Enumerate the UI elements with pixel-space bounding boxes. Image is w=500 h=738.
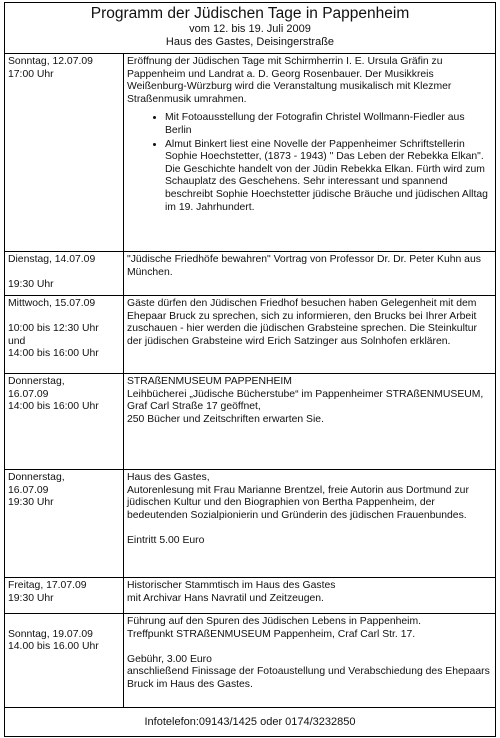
- event-description: [124, 614, 496, 708]
- event-text-line: Gebühr, 3.00 Euro: [127, 653, 212, 665]
- event-row: [5, 252, 496, 296]
- event-text: Gäste dürfen den Jüdischen Friedhof besuchen haben Gelegenheit mit dem Ehepaar Bruck zu sprechen, sich zu informieren, den Brucks bei Ihrer Arbeit zuschauen - hier werden die jüdischen Grabsteine sprechen. Die Steinkultur der jüdischen Grabsteine wird Erich Satzinger aus Solnhofen erklären.: [127, 298, 478, 347]
- event-date: [5, 296, 124, 374]
- event-date: [5, 614, 124, 708]
- event-bullet-item: • Almut Binkert liest eine Novelle der Pappenheimer Schriftstellerin Sophie Hoechstetter, (1873 - 1943) " Das Leben der Rebekka Elkan". Die Geschichte handelt von der Jüdin Rebekka Elkan. Fürth wird zum Schauplatz des Geschehens. Sehr interessant und spannend beschreibt Sophie Hoechstetter jüdische Bräuche und jüdischen Alltag im 19. Jahrhundert.: [165, 139, 492, 215]
- event-date: [5, 578, 124, 614]
- event-row: [5, 614, 496, 708]
- event-date-line: [8, 311, 120, 324]
- event-row: [5, 374, 496, 470]
- event-date: [5, 470, 124, 578]
- event-text-line: Leihbücherei „Jüdische Bücherstube“ im Pappenheimer STRAßENMUSEUM, Graf Carl Straße 17 geöffnet,: [127, 388, 484, 413]
- event-text-line: 250 Bücher und Zeitschriften erwarten Sie.: [127, 413, 324, 425]
- event-date-line: Donnerstag,: [8, 472, 65, 483]
- event-text-line: Autorenlesung mit Frau Marianne Brentzel, freie Autorin aus Dortmund zur jüdischen Kultur und den Biographien von Bertha Pappenheim, der bedeutenden Sozialpionierin und Gründerin des jüdischen Frauenbundes.: [127, 484, 469, 521]
- event-date-line: 14.00 bis 16.00 Uhr: [8, 641, 99, 653]
- event-description: [124, 252, 496, 296]
- event-date: [5, 54, 124, 252]
- event-date-line: 17:00 Uhr: [8, 68, 54, 80]
- program-venue: Haus des Gastes, Deisingerstraße: [165, 36, 335, 48]
- event-date-line: 14:00 bis 16:00 Uhr: [8, 348, 99, 360]
- event-date-line: Dienstag, 14.07.09: [8, 254, 96, 265]
- event-bullets: [127, 112, 492, 214]
- program-dates: vom 12. bis 19. Juli 2009: [189, 23, 311, 35]
- event-date-line: Mittwoch, 15.07.09: [8, 298, 96, 309]
- event-description: [124, 54, 496, 252]
- event-date-line: 16.07.09: [8, 388, 49, 400]
- event-date-line: 16.07.09: [8, 484, 49, 496]
- event-date: [5, 374, 124, 470]
- event-text-line: Treffpunkt STRAßENMUSEUM Pappenheim, Craf Carl Str. 17.: [127, 628, 416, 640]
- event-row: [5, 296, 496, 374]
- contact-phone: Infotelefon:09143/1425 oder 0174/3232850: [144, 716, 356, 728]
- event-description: [124, 296, 496, 374]
- event-text-line: [127, 522, 492, 535]
- event-description: [124, 374, 496, 470]
- event-description: [124, 470, 496, 578]
- event-row: [5, 578, 496, 614]
- event-text: "Jüdische Friedhöfe bewahren" Vortrag von Professor Dr. Dr. Peter Kuhn aus München.: [127, 254, 481, 278]
- program-header: [4, 2, 496, 53]
- event-date-line: und: [8, 335, 26, 347]
- event-date-line: Freitag, 17.07.09: [8, 580, 87, 591]
- event-date: [5, 252, 124, 296]
- event-text-line: STRAßENMUSEUM PAPPENHEIM: [127, 376, 292, 387]
- event-description: [124, 578, 496, 614]
- program-footer: [4, 708, 496, 737]
- event-date-line: 19:30 Uhr: [8, 279, 54, 291]
- event-date-line: 19:30 Uhr: [8, 497, 54, 509]
- event-date-line: Sonntag, 12.07.09: [8, 56, 93, 67]
- event-text-line: anschließend Finissage der Fotoaustellung und Verabschiedung des Ehepaars Bruck im Haus des Gastes.: [127, 666, 490, 690]
- event-text-line: Eintritt 5.00 Euro: [127, 534, 205, 546]
- program-page: [4, 2, 496, 737]
- event-date-line: 14:00 bis 16:00 Uhr: [8, 401, 99, 413]
- event-text-line: mit Archivar Hans Navratil und Zeitzeugen.: [127, 592, 324, 604]
- event-date-line: [8, 267, 120, 280]
- event-text: Eröffnung der Jüdischen Tage mit Schirmherrin I. E. Ursula Gräfin zu Pappenheim und Landrat a. D. Georg Rosenbauer. Der Musikkreis Weißenburg-Würzburg wird die Veranstaltung musikalisch mit Klezmer Straßenmusik umrahmen.: [127, 56, 452, 105]
- event-date-line: Donnerstag,: [8, 376, 65, 387]
- event-row: [5, 54, 496, 252]
- events-table: [4, 53, 496, 708]
- event-text-line: Haus des Gastes,: [127, 472, 210, 483]
- event-bullet-item: • Mit Fotoausstellung der Fotografin Christel Wollmann-Fiedler aus Berlin: [165, 112, 492, 137]
- event-date-line: 10:00 bis 12:30 Uhr: [8, 323, 99, 335]
- event-date-line: [8, 616, 120, 629]
- event-date-line: 19:30 Uhr: [8, 592, 54, 604]
- event-date-line: Sonntag, 19.07.09: [8, 628, 93, 640]
- event-text-line: Historischer Stammtisch im Haus des Gastes: [127, 580, 336, 591]
- event-row: [5, 470, 496, 578]
- program-title: Programm der Jüdischen Tage in Pappenheim: [90, 5, 410, 22]
- event-text-line: [127, 641, 492, 654]
- event-text-line: Führung auf den Spuren des Jüdischen Lebens in Pappenheim.: [127, 616, 422, 627]
